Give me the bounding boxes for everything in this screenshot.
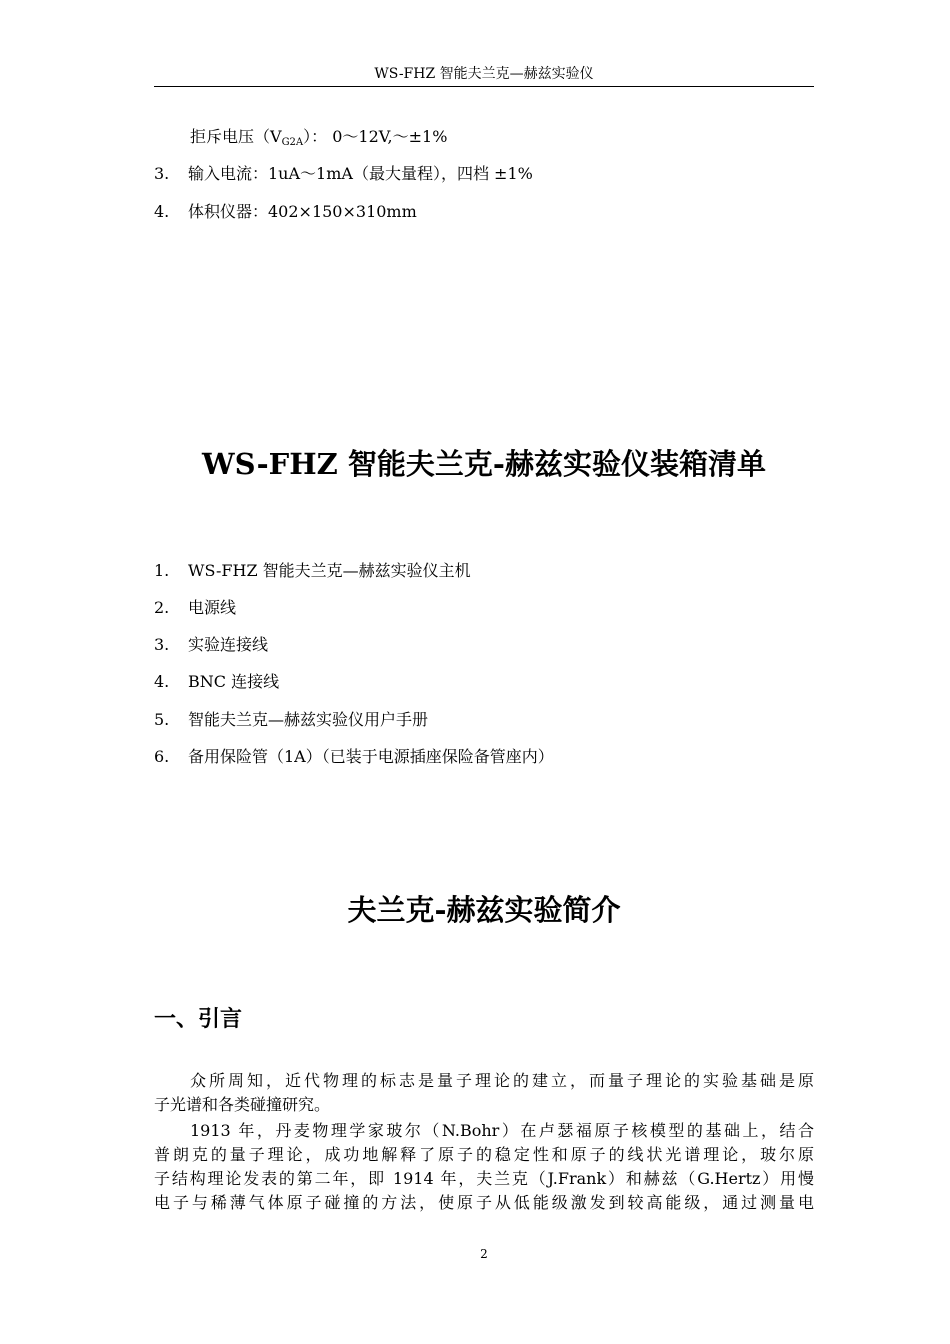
packing-item: [154, 745, 554, 769]
paragraph-line: 众所周知，近代物理的标志是量子理论的建立，而量子理论的实验基础是原: [190, 1071, 814, 1090]
packing-item-number: 4.: [154, 672, 170, 691]
section-heading-introduction: 一、引言: [154, 1006, 243, 1032]
packing-item: [154, 559, 471, 583]
packing-item-text: 实验连接线: [188, 635, 269, 654]
spec-item-number: 3.: [154, 164, 170, 183]
intro-title: 夫兰克-赫兹实验简介: [347, 893, 621, 927]
spec-retard-subscript: G2A: [281, 137, 304, 148]
packing-item-text: 电源线: [188, 598, 237, 617]
intro-paragraph-1: [154, 1069, 814, 1117]
packing-item-text: BNC 连接线: [188, 672, 280, 691]
spec-item: [154, 200, 417, 224]
packing-item-text: WS-FHZ 智能夫兰克—赫兹实验仪主机: [188, 561, 471, 580]
paragraph-line: 电子与稀薄气体原子碰撞的方法，使原子从低能级激发到较高能级，通过测量电: [154, 1193, 814, 1212]
running-header: WS-FHZ 智能夫兰克—赫兹实验仪: [374, 66, 594, 82]
packing-list-title: WS-FHZ 智能夫兰克-赫兹实验仪装箱清单: [202, 447, 766, 481]
packing-item: [154, 633, 268, 657]
packing-item-text: 备用保险管（1A）（已装于电源插座保险备管座内）: [188, 747, 554, 766]
packing-item: [154, 596, 236, 620]
paragraph-line: 普朗克的量子理论，成功地解释了原子的稳定性和原子的线状光谱理论，玻尔原: [154, 1145, 814, 1164]
packing-item: [154, 670, 279, 694]
spec-retard-voltage: [190, 125, 447, 155]
paragraph-line: 子光谱和各类碰撞研究。: [154, 1095, 331, 1114]
paragraph-line: 子结构理论发表的第二年，即 1914 年，夫兰克（J.Frank）和赫兹（G.Hertz）用慢: [154, 1169, 814, 1188]
packing-item-text: 智能夫兰克—赫兹实验仪用户手册: [188, 710, 429, 729]
packing-item-number: 1.: [154, 561, 170, 580]
packing-item: [154, 708, 428, 732]
page-number: 2: [480, 1247, 488, 1261]
packing-item-number: 2.: [154, 598, 170, 617]
packing-item-number: 5.: [154, 710, 170, 729]
paragraph-line: 1913 年，丹麦物理学家玻尔（N.Bohr）在卢瑟福原子核模型的基础上，结合: [190, 1121, 814, 1140]
spec-retard-label: 拒斥电压（V: [190, 127, 282, 146]
spec-item-text: 体积仪器：402×150×310mm: [188, 202, 417, 221]
spec-retard-value: ）： 0～12V,～±1%: [303, 127, 448, 146]
spec-item-text: 输入电流：1uA～1mA（最大量程），四档 ±1%: [188, 164, 533, 183]
packing-item-number: 3.: [154, 635, 170, 654]
spec-item-number: 4.: [154, 202, 170, 221]
spec-item: [154, 162, 533, 186]
packing-item-number: 6.: [154, 747, 170, 766]
header-rule: [154, 86, 814, 87]
intro-paragraph-2: [154, 1119, 814, 1215]
